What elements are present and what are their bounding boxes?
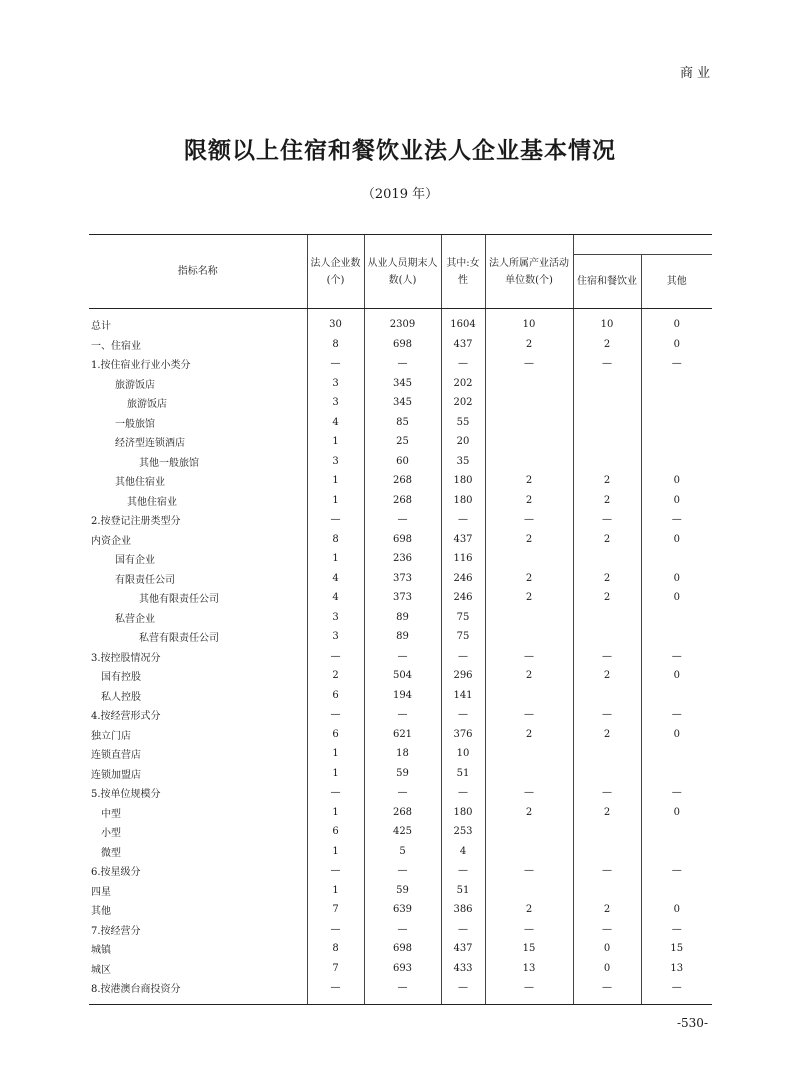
row-value: 5 [364, 842, 441, 862]
row-value: — [485, 705, 573, 725]
row-value: — [573, 978, 641, 1004]
row-label: 7.按经营分 [91, 925, 141, 937]
row-value: 437 [441, 335, 485, 355]
table-row [89, 413, 712, 433]
table-row [89, 432, 712, 452]
table-row [89, 764, 712, 784]
row-value: 0 [641, 491, 712, 511]
row-value: 180 [441, 491, 485, 511]
row-value: — [641, 920, 712, 940]
row-value [641, 393, 712, 413]
row-label: 独立门店 [91, 730, 131, 742]
row-value [485, 432, 573, 452]
row-value: 268 [364, 803, 441, 823]
row-value: 59 [364, 764, 441, 784]
row-value [573, 549, 641, 569]
header-enterprises: 法人企业数(个) [307, 235, 364, 309]
row-label: 2.按登记注册类型分 [91, 516, 181, 528]
row-value: 18 [364, 744, 441, 764]
header-units-group: 法人所属产业活动单位数(个) [485, 235, 573, 309]
row-label: 连锁直营店 [91, 750, 141, 762]
row-value: 0 [641, 725, 712, 745]
row-value [641, 744, 712, 764]
row-value [641, 549, 712, 569]
table-row [89, 647, 712, 667]
row-value: — [485, 647, 573, 667]
row-label: 四星 [91, 886, 111, 898]
row-label: 5.按单位规模分 [91, 789, 161, 801]
row-label: 小型 [101, 828, 121, 840]
row-label: 私人控股 [101, 691, 141, 703]
row-value [641, 432, 712, 452]
row-value [485, 452, 573, 472]
row-value [485, 686, 573, 706]
table-row [89, 549, 712, 569]
row-label: 其他有限责任公司 [139, 594, 219, 606]
row-value [641, 764, 712, 784]
table-row [89, 900, 712, 920]
row-label: 微型 [101, 847, 121, 859]
row-value: 202 [441, 374, 485, 394]
row-value: 698 [364, 335, 441, 355]
row-value: 2 [307, 666, 364, 686]
row-value: 89 [364, 608, 441, 628]
row-label: 其他住宿业 [115, 477, 165, 489]
row-value [573, 744, 641, 764]
row-value: 246 [441, 569, 485, 589]
row-value: 25 [364, 432, 441, 452]
row-value [641, 627, 712, 647]
row-value: — [307, 978, 364, 1004]
table-row [89, 978, 712, 1004]
row-value: 1604 [441, 309, 485, 335]
row-value: 386 [441, 900, 485, 920]
table-row [89, 803, 712, 823]
row-value: — [307, 783, 364, 803]
row-value: — [441, 920, 485, 940]
row-value [641, 842, 712, 862]
row-value: — [641, 510, 712, 530]
row-value [485, 881, 573, 901]
row-value: 13 [485, 959, 573, 979]
row-value [641, 413, 712, 433]
row-value: — [364, 705, 441, 725]
row-value: 15 [641, 939, 712, 959]
row-value: 2 [485, 335, 573, 355]
row-value: — [573, 510, 641, 530]
row-value: — [573, 861, 641, 881]
row-value: 698 [364, 939, 441, 959]
row-value: 2 [573, 900, 641, 920]
row-value [641, 881, 712, 901]
row-label: 旅游饭店 [115, 379, 155, 391]
row-value: — [307, 920, 364, 940]
row-value: — [364, 354, 441, 374]
row-value: 2 [573, 666, 641, 686]
table-row [89, 608, 712, 628]
table-row [89, 939, 712, 959]
row-value [485, 374, 573, 394]
row-value: — [364, 510, 441, 530]
row-value [485, 413, 573, 433]
table-row [89, 374, 712, 394]
row-label: 其他住宿业 [127, 496, 177, 508]
row-value: 6 [307, 822, 364, 842]
table-row [89, 393, 712, 413]
row-label: 中型 [101, 808, 121, 820]
table-header [89, 235, 712, 309]
row-value: 0 [641, 530, 712, 550]
row-label: 8.按港澳台商投资分 [89, 978, 307, 1004]
row-value: 1 [307, 881, 364, 901]
row-value: 4 [441, 842, 485, 862]
row-value: 433 [441, 959, 485, 979]
table-row [89, 686, 712, 706]
row-value: 6 [307, 725, 364, 745]
row-label: 3.按控股情况分 [91, 652, 161, 664]
row-value [573, 686, 641, 706]
row-value [485, 608, 573, 628]
row-value: — [641, 647, 712, 667]
row-label: 旅游饭店 [127, 399, 167, 411]
row-value: 2 [485, 491, 573, 511]
table-row [89, 569, 712, 589]
row-value: — [364, 920, 441, 940]
row-label: 城镇 [91, 945, 111, 957]
row-value: 0 [641, 666, 712, 686]
header-units-spacer [573, 235, 712, 255]
row-value: — [573, 705, 641, 725]
table-row [89, 309, 712, 335]
row-value: 253 [441, 822, 485, 842]
row-value [641, 686, 712, 706]
row-value: — [307, 647, 364, 667]
row-label: 连锁加盟店 [91, 769, 141, 781]
row-label: 城区 [91, 964, 111, 976]
row-label: 有限责任公司 [115, 574, 175, 586]
row-value: 1 [307, 803, 364, 823]
row-value: 7 [307, 900, 364, 920]
row-value: 0 [641, 471, 712, 491]
page-title: 限额以上住宿和餐饮业法人企业基本情况 [184, 137, 616, 164]
row-value: 345 [364, 374, 441, 394]
row-value: 51 [441, 764, 485, 784]
row-value: 2 [573, 491, 641, 511]
row-value: 1 [307, 549, 364, 569]
row-value: 10 [573, 309, 641, 335]
row-value: 6 [307, 686, 364, 706]
row-value: 4 [307, 413, 364, 433]
row-value [573, 822, 641, 842]
row-value: 0 [641, 569, 712, 589]
row-value [485, 393, 573, 413]
row-value: 2 [485, 588, 573, 608]
row-value: 1 [307, 491, 364, 511]
table-row [89, 725, 712, 745]
row-value: 30 [307, 309, 364, 335]
table-row [89, 335, 712, 355]
table-row [89, 959, 712, 979]
row-value: 345 [364, 393, 441, 413]
row-value: 2309 [364, 309, 441, 335]
row-value: 437 [441, 530, 485, 550]
row-value: 2 [485, 725, 573, 745]
row-label: 其他 [91, 906, 111, 918]
row-value: 268 [364, 471, 441, 491]
table-body [89, 309, 712, 1005]
row-value: — [307, 510, 364, 530]
table-row [89, 452, 712, 472]
row-value: 85 [364, 413, 441, 433]
row-value: 2 [573, 471, 641, 491]
row-value: 1 [307, 471, 364, 491]
row-value [573, 374, 641, 394]
page-number: -530- [676, 1016, 708, 1030]
row-value: 2 [573, 803, 641, 823]
row-value: 698 [364, 530, 441, 550]
table-row [89, 881, 712, 901]
row-value [573, 627, 641, 647]
row-value [573, 393, 641, 413]
table-row [89, 627, 712, 647]
row-value: — [364, 978, 441, 1004]
row-value [641, 374, 712, 394]
row-value: — [441, 510, 485, 530]
row-value: — [364, 783, 441, 803]
row-value: 180 [441, 471, 485, 491]
row-value [485, 744, 573, 764]
row-value: 2 [485, 803, 573, 823]
row-value: 51 [441, 881, 485, 901]
row-value [573, 881, 641, 901]
row-value: — [364, 647, 441, 667]
row-value: 3 [307, 627, 364, 647]
row-value: — [641, 978, 712, 1004]
row-value: 373 [364, 569, 441, 589]
page-subtitle: （2019 年） [361, 187, 439, 202]
row-label: 一、住宿业 [91, 340, 141, 352]
table-row [89, 842, 712, 862]
row-value: 3 [307, 452, 364, 472]
row-value: 60 [364, 452, 441, 472]
row-value [485, 822, 573, 842]
row-value: 376 [441, 725, 485, 745]
row-value: 693 [364, 959, 441, 979]
row-value: 0 [641, 900, 712, 920]
row-value: — [441, 354, 485, 374]
row-value: 4 [307, 569, 364, 589]
row-label: 总计 [91, 321, 111, 333]
row-value: 116 [441, 549, 485, 569]
table-row [89, 783, 712, 803]
row-value: 8 [307, 530, 364, 550]
row-value [641, 608, 712, 628]
row-value: — [573, 783, 641, 803]
row-value: 3 [307, 608, 364, 628]
row-label: 其他一般旅馆 [139, 457, 199, 469]
row-value [573, 413, 641, 433]
table-row [89, 354, 712, 374]
row-label: 一般旅馆 [115, 418, 155, 430]
row-value [573, 764, 641, 784]
row-value: — [485, 861, 573, 881]
header-units-other: 其他 [641, 255, 712, 309]
row-value: 0 [641, 588, 712, 608]
row-value [573, 452, 641, 472]
statistics-table [89, 234, 712, 1005]
row-value: 3 [307, 393, 364, 413]
row-value: 10 [441, 744, 485, 764]
table-row [89, 666, 712, 686]
row-value: 621 [364, 725, 441, 745]
row-value: 437 [441, 939, 485, 959]
row-value: — [485, 920, 573, 940]
row-value: 296 [441, 666, 485, 686]
table-row [89, 822, 712, 842]
row-value: 2 [485, 569, 573, 589]
row-value: 0 [641, 335, 712, 355]
row-value: 0 [573, 959, 641, 979]
row-value: — [573, 354, 641, 374]
row-value [485, 842, 573, 862]
row-value: 268 [364, 491, 441, 511]
header-female: 其中:女性 [441, 235, 485, 309]
row-value: 246 [441, 588, 485, 608]
row-value [485, 627, 573, 647]
row-value: — [441, 783, 485, 803]
row-value: 7 [307, 959, 364, 979]
row-value: 20 [441, 432, 485, 452]
row-value: 89 [364, 627, 441, 647]
row-value: 35 [441, 452, 485, 472]
row-value: 1 [307, 764, 364, 784]
row-value: 180 [441, 803, 485, 823]
row-value: 2 [573, 588, 641, 608]
table-row [89, 471, 712, 491]
row-value: 2 [573, 530, 641, 550]
row-value: — [307, 354, 364, 374]
row-value: 4 [307, 588, 364, 608]
table-row [89, 530, 712, 550]
row-value: 2 [573, 569, 641, 589]
table-row [89, 744, 712, 764]
header-units-accommodation: 住宿和餐饮业 [573, 255, 641, 309]
row-value: — [641, 783, 712, 803]
row-value [485, 549, 573, 569]
row-value: — [441, 978, 485, 1004]
row-value: 2 [573, 335, 641, 355]
row-value: 373 [364, 588, 441, 608]
row-value: — [641, 705, 712, 725]
row-value: — [573, 920, 641, 940]
row-value: — [441, 861, 485, 881]
row-label: 6.按星级分 [91, 867, 141, 879]
row-value: 75 [441, 608, 485, 628]
row-value: — [307, 705, 364, 725]
row-value: — [641, 354, 712, 374]
row-value [641, 822, 712, 842]
row-value: — [485, 354, 573, 374]
row-value: 15 [485, 939, 573, 959]
table-row [89, 705, 712, 725]
row-value: 59 [364, 881, 441, 901]
row-value [485, 764, 573, 784]
row-value: 8 [307, 335, 364, 355]
row-value: 1 [307, 842, 364, 862]
row-label: 国有控股 [101, 672, 141, 684]
row-label: 国有企业 [115, 555, 155, 567]
row-label: 私营企业 [115, 613, 155, 625]
row-value: 13 [641, 959, 712, 979]
row-value: 2 [485, 530, 573, 550]
row-value [641, 452, 712, 472]
row-value: 2 [485, 471, 573, 491]
row-value: — [641, 861, 712, 881]
row-value: 236 [364, 549, 441, 569]
row-value: — [307, 861, 364, 881]
section-label: 商业 [679, 66, 714, 81]
row-value: 2 [573, 725, 641, 745]
row-label: 经济型连锁酒店 [115, 438, 185, 450]
row-value [573, 842, 641, 862]
row-value: 141 [441, 686, 485, 706]
table-row [89, 510, 712, 530]
row-value: 202 [441, 393, 485, 413]
row-value: 639 [364, 900, 441, 920]
row-value: — [441, 647, 485, 667]
row-value: 0 [573, 939, 641, 959]
row-value: 55 [441, 413, 485, 433]
header-indicator-name: 指标名称 [89, 235, 307, 309]
row-label: 内资企业 [91, 535, 131, 547]
row-value: 194 [364, 686, 441, 706]
row-value: — [364, 861, 441, 881]
row-value: 2 [485, 900, 573, 920]
row-value: 1 [307, 744, 364, 764]
row-value [573, 432, 641, 452]
row-value: — [485, 978, 573, 1004]
row-value: 0 [641, 803, 712, 823]
table-row [89, 491, 712, 511]
row-value: 504 [364, 666, 441, 686]
row-value: 425 [364, 822, 441, 842]
row-label: 1.按住宿业行业小类分 [91, 360, 191, 372]
row-label: 4.按经营形式分 [91, 711, 161, 723]
table-row [89, 861, 712, 881]
row-value: — [485, 783, 573, 803]
row-value: 2 [485, 666, 573, 686]
row-label: 私营有限责任公司 [139, 633, 219, 645]
header-employees: 从业人员期末人数(人) [364, 235, 441, 309]
row-value: — [573, 647, 641, 667]
row-value [573, 608, 641, 628]
table-row [89, 588, 712, 608]
table-row [89, 920, 712, 940]
row-value: — [441, 705, 485, 725]
row-value: — [485, 510, 573, 530]
row-value: 10 [485, 309, 573, 335]
row-value: 8 [307, 939, 364, 959]
row-value: 1 [307, 432, 364, 452]
row-value: 3 [307, 374, 364, 394]
row-value: 75 [441, 627, 485, 647]
row-value: 0 [641, 309, 712, 335]
